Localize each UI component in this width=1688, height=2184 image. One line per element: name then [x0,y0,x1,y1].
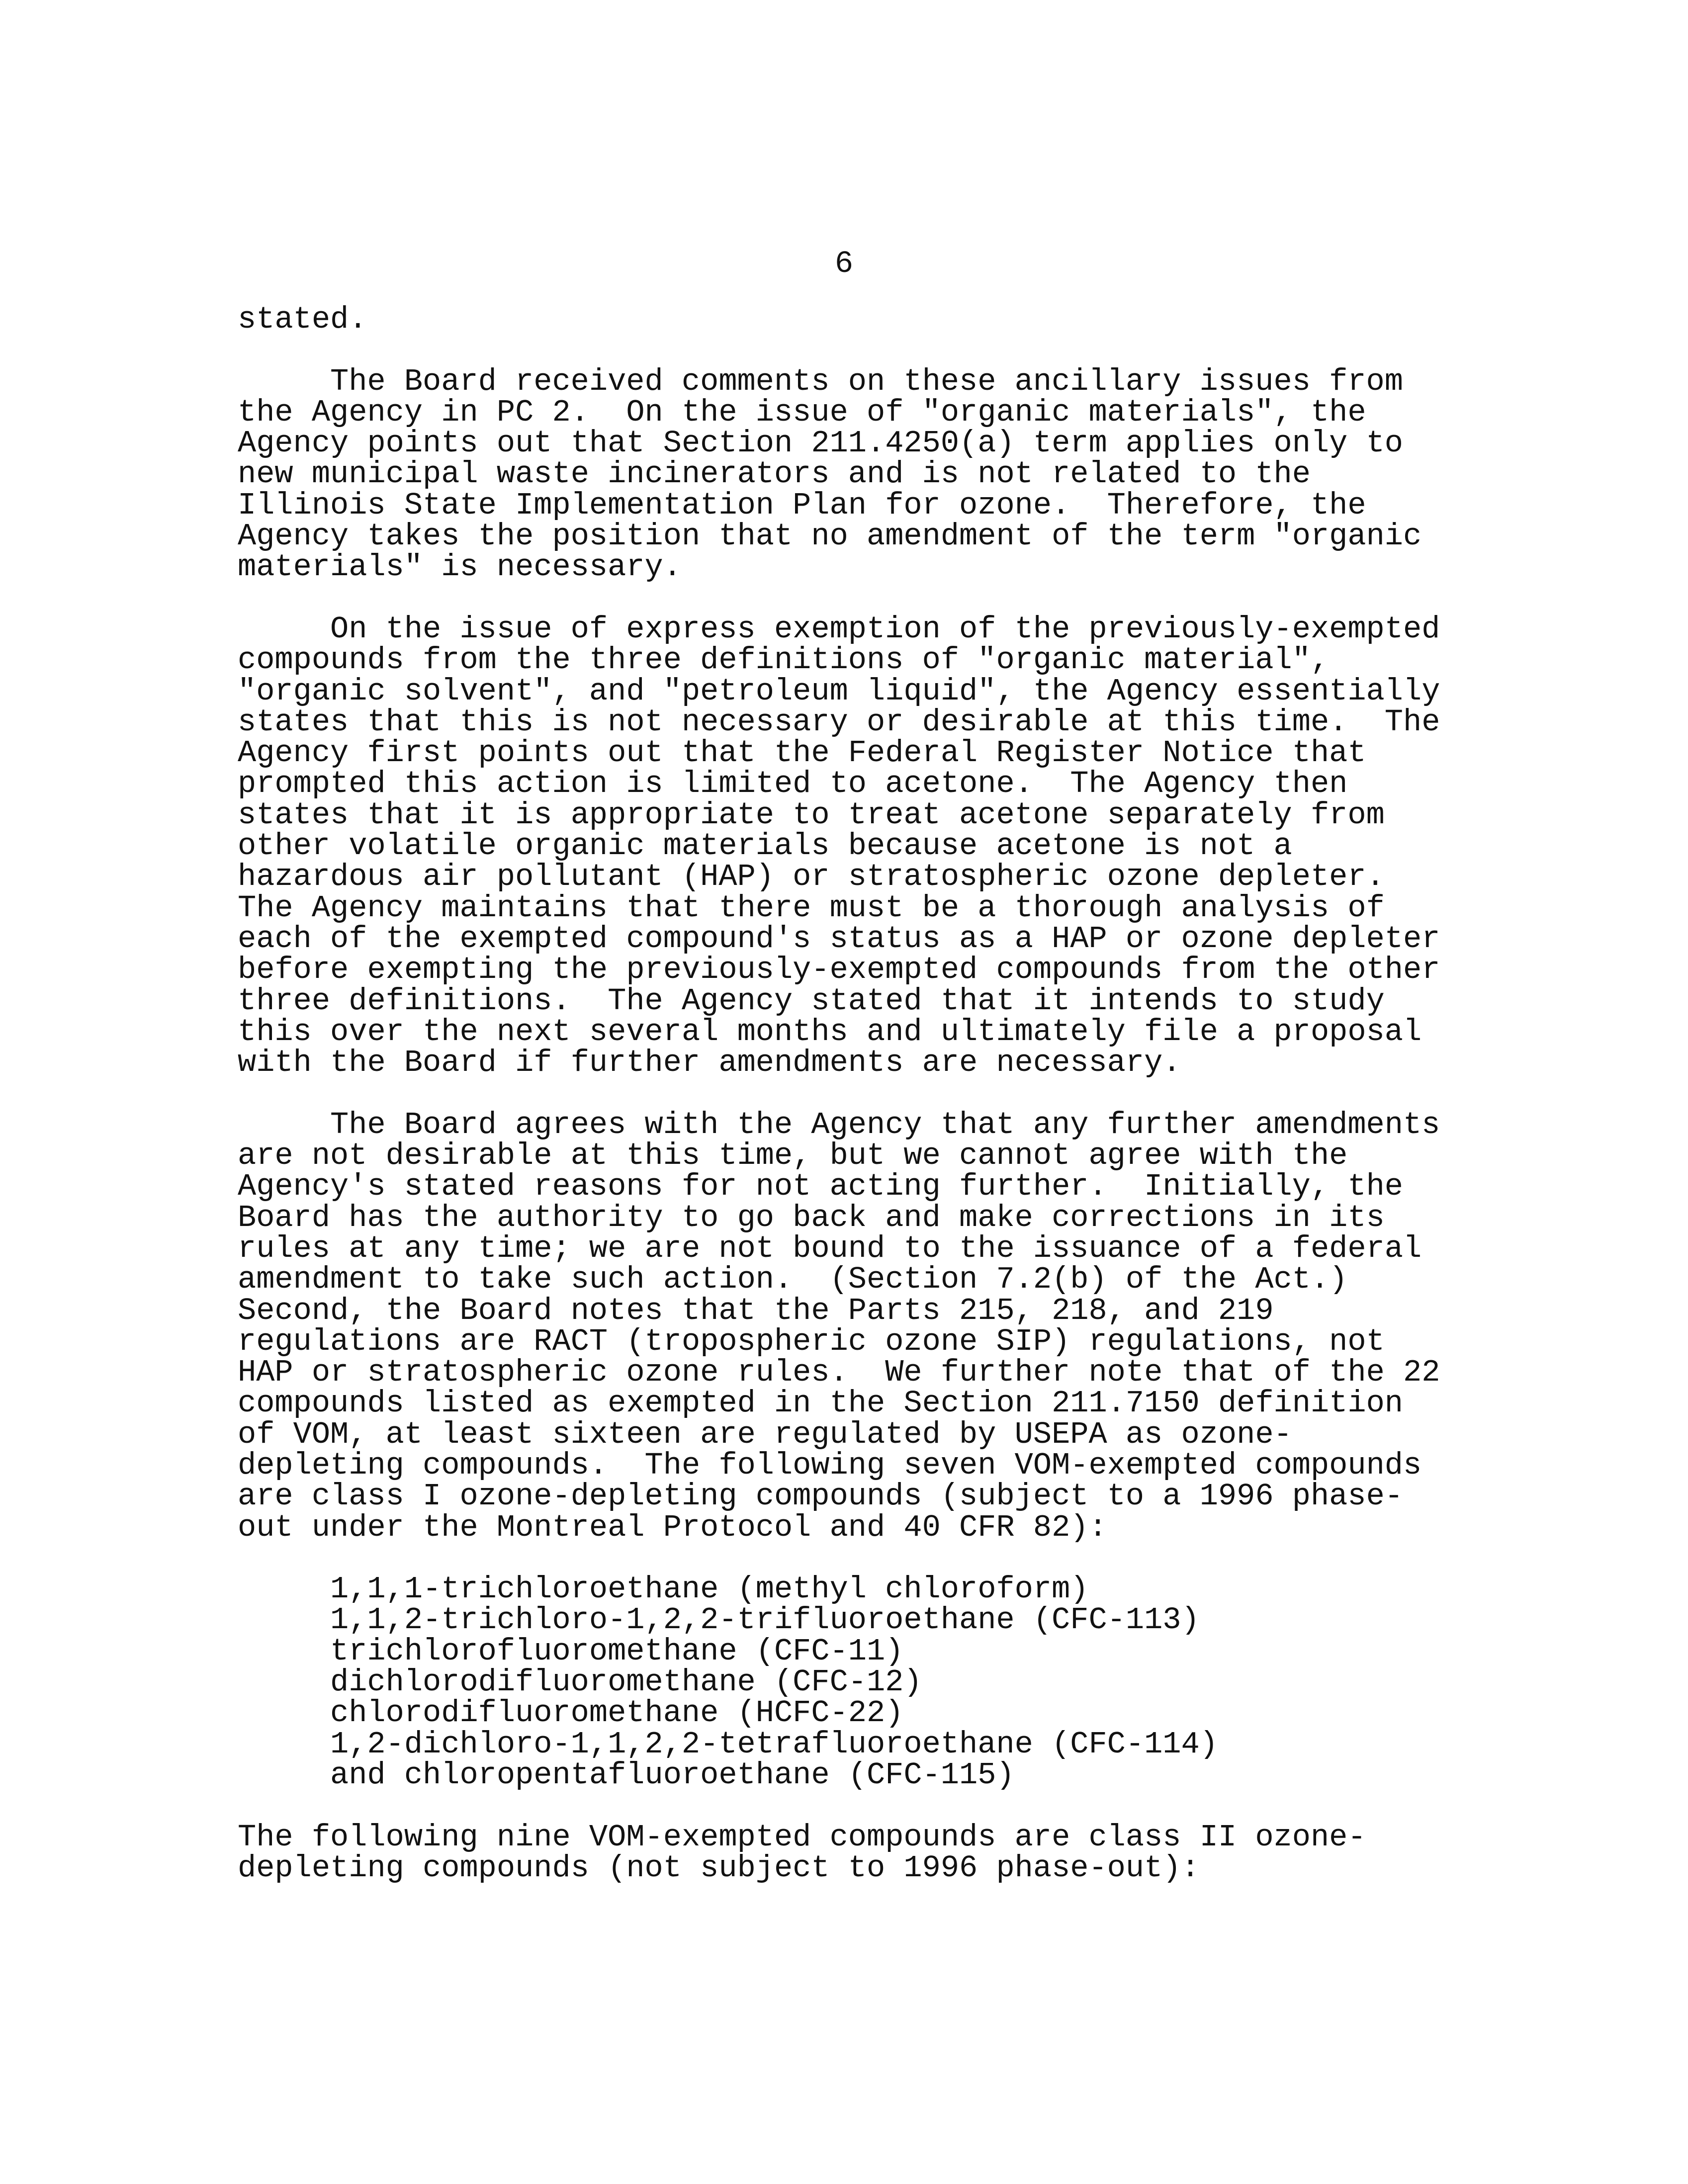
text-line: amendment to take such action. (Section 7.2(b) of the Act.) [238,1262,1348,1298]
text-line: states that this is not necessary or desirable at this time. The [238,704,1440,740]
text-line: The Agency maintains that there must be a thorough analysis of [238,890,1385,926]
text-line: new municipal waste incinerators and is not related to the [238,456,1311,492]
text-line: Illinois State Implementation Plan for ozone. Therefore, the [238,487,1366,523]
text-line: Agency takes the position that no amendment of the term "organic [238,519,1422,554]
text-line: hazardous air pollutant (HAP) or stratospheric ozone depleter. [238,859,1385,895]
text-line: this over the next several months and ultimately file a proposal [238,1014,1422,1049]
text-line: Agency's stated reasons for not acting further. Initially, the [238,1169,1403,1205]
text-line: On the issue of express exemption of the previously-exempted [330,611,1440,647]
page-number: 6 [834,246,854,281]
paragraph-gap [238,1078,1471,1109]
text-line: Board has the authority to go back and make corrections in its [238,1200,1385,1235]
text-line: are class I ozone-depleting compounds (subject to a 1996 phase- [238,1479,1403,1514]
text-line: HAP or stratospheric ozone rules. We further note that of the 22 [238,1355,1440,1391]
list-item: trichlorofluoromethane (CFC-11) [330,1633,904,1669]
document-body [238,304,1471,1884]
list-item: 1,2-dichloro-1,1,2,2-tetrafluoroethane (CFC-114) [330,1726,1218,1762]
class-one-compound-list [238,1574,1471,1791]
text-line: stated. [238,302,367,337]
paragraph-gap [238,335,1471,366]
list-item: 1,1,2-trichloro-1,2,2-trifluoroethane (CFC-113) [330,1602,1200,1638]
text-line: The Board agrees with the Agency that any further amendments [330,1107,1440,1142]
paragraph-gap [238,1543,1471,1574]
text-line: three definitions. The Agency stated that it intends to study [238,983,1385,1019]
text-line: before exempting the previously-exempted compounds from the other [238,952,1440,988]
text-line: each of the exempted compound's status as a HAP or ozone depleter [238,921,1440,957]
text-line: depleting compounds. The following seven VOM-exempted compounds [238,1447,1422,1483]
text-line: compounds listed as exempted in the Section 211.7150 definition [238,1386,1403,1421]
text-line: Agency first points out that the Federal Register Notice that [238,735,1366,771]
text-line: rules at any time; we are not bound to the issuance of a federal [238,1230,1422,1266]
list-item: chlorodifluoromethane (HCFC-22) [330,1695,904,1731]
text-line: with the Board if further amendments are necessary. [238,1045,1181,1081]
paragraph-gap [238,1791,1471,1822]
list-item: 1,1,1-trichloroethane (methyl chloroform) [330,1572,1089,1607]
text-line: regulations are RACT (tropospheric ozone SIP) regulations, not [238,1323,1385,1359]
text-line: Agency points out that Section 211.4250(a) term applies only to [238,426,1403,461]
text-line: The Board received comments on these ancillary issues from [330,363,1403,399]
text-line: of VOM, at least sixteen are regulated by USEPA as ozone- [238,1416,1292,1452]
text-line: the Agency in PC 2. On the issue of "organic materials", the [238,394,1366,430]
paragraph-agency-comments [238,363,1471,585]
text-line: out under the Montreal Protocol and 40 CFR 82): [238,1509,1107,1545]
text-line: "organic solvent", and "petroleum liquid", the Agency essentially [238,673,1440,709]
paragraph-express-exemption [238,611,1471,1081]
text-line: prompted this action is limited to acetone. The Agency then [238,766,1348,802]
paragraph-class-two-intro [238,1819,1471,1886]
text-line: The following nine VOM-exempted compounds are class II ozone- [238,1819,1366,1855]
text-line: compounds from the three definitions of "organic material", [238,642,1330,678]
text-line: are not desirable at this time, but we cannot agree with the [238,1138,1348,1174]
paragraph-board-agrees [238,1107,1471,1545]
text-line: Second, the Board notes that the Parts 215, 218, and 219 [238,1293,1274,1328]
text-line: other volatile organic materials because acetone is not a [238,828,1292,864]
list-item: and chloropentafluoroethane (CFC-115) [330,1757,1015,1793]
paragraph-gap [238,583,1471,614]
text-line: states that it is appropriate to treat acetone separately from [238,797,1385,833]
text-line: depleting compounds (not subject to 1996 phase-out): [238,1850,1200,1886]
list-item: dichlorodifluoromethane (CFC-12) [330,1664,922,1700]
text-line: materials" is necessary. [238,549,682,585]
paragraph-continuation [238,304,1471,335]
